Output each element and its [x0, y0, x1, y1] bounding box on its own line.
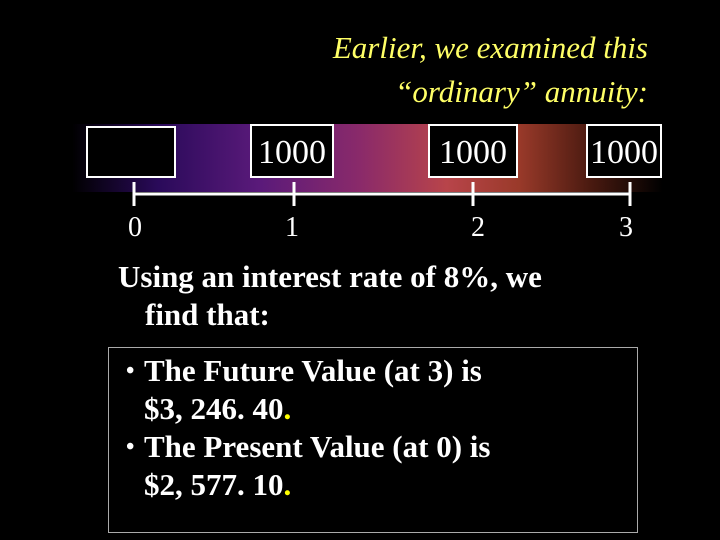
- intro-text: [118, 258, 638, 334]
- tick-label-3: 3: [619, 212, 633, 243]
- present-value-item: [126, 428, 624, 504]
- title-line-1: Earlier, we examined this: [332, 30, 648, 65]
- present-value-label: The Present Value (at 0) is: [144, 429, 491, 464]
- results-list: [126, 352, 624, 504]
- intro-line-1: Using an interest rate of 8%, we: [118, 259, 542, 294]
- present-value-amount: $2, 577. 10: [144, 467, 284, 502]
- amount-box-period-3: 1000: [586, 124, 662, 178]
- future-value-label: The Future Value (at 3) is: [144, 353, 482, 388]
- title-line-2: “ordinary” annuity:: [395, 74, 648, 109]
- present-value-period: .: [283, 467, 292, 502]
- amount-box-period-1: 1000: [250, 124, 334, 178]
- future-value-amount: $3, 246. 40: [144, 391, 284, 426]
- tick-label-0: 0: [128, 212, 142, 243]
- future-value-item: [126, 352, 624, 428]
- bullet-icon: •: [126, 358, 135, 384]
- intro-line-2: find that:: [145, 297, 270, 332]
- bullet-icon: •: [126, 434, 135, 460]
- tick-label-1: 1: [285, 212, 299, 243]
- tick-label-2: 2: [471, 212, 485, 243]
- future-value-period: .: [283, 391, 292, 426]
- amount-box-period-2: 1000: [428, 124, 518, 178]
